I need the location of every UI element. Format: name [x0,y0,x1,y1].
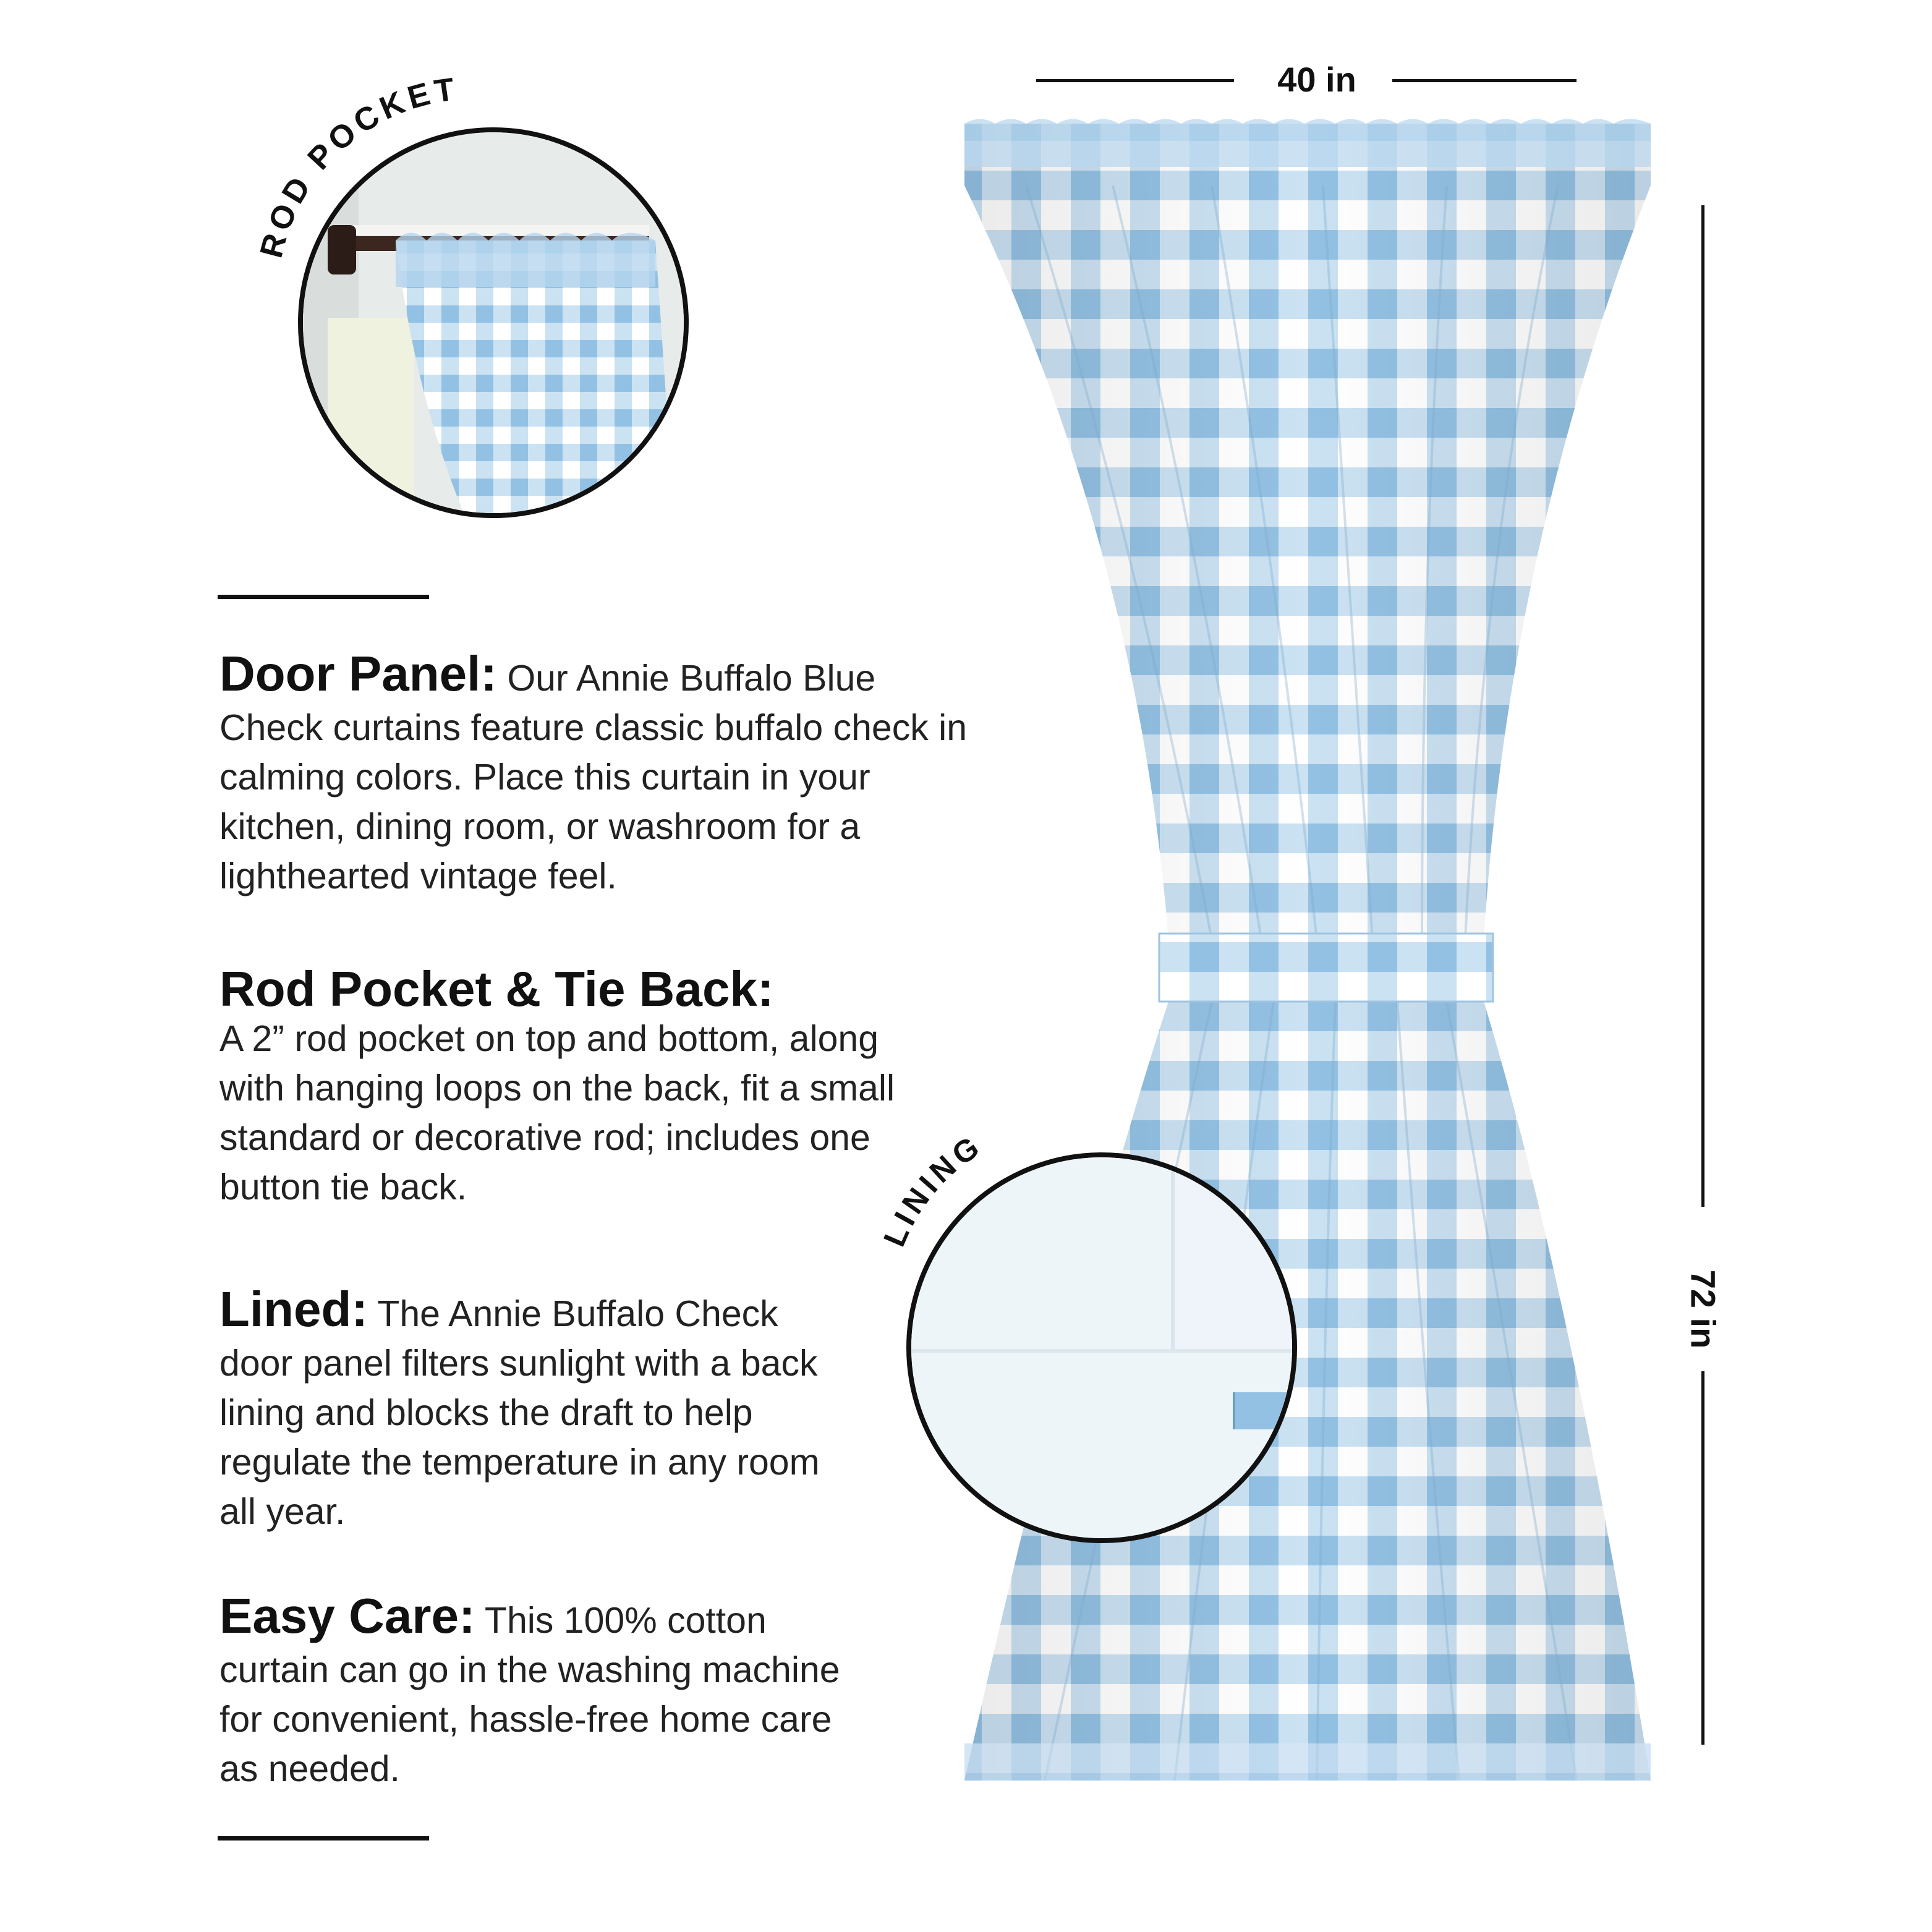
rod-pocket-photo [303,132,684,513]
easy-care-section [219,1588,850,1794]
rod-pocket-label: ROD POCKET [253,70,461,262]
rod-pocket-circle [298,127,689,518]
height-dimension-line-bottom [1701,1371,1704,1745]
width-dimension-label: 40 in [1277,60,1356,99]
lining-label: LINING [877,1127,989,1252]
lined-heading: Lined: [219,1282,368,1337]
door-panel-heading: Door Panel: [219,646,497,701]
width-dimension-line-left [1036,79,1234,82]
width-dimension-line-right [1392,79,1577,82]
lining-circle [906,1152,1297,1543]
height-dimension-line-top [1701,205,1704,1207]
lining-photo [911,1157,1292,1538]
top-divider [218,595,429,599]
bottom-divider [218,1836,429,1841]
curtain-illustration [952,111,1669,1842]
rod-pocket-section [219,961,912,1212]
door-panel-body: Our Annie Buffalo Blue Check curtains feature classic buffalo check in calming colors. Place this curtain in your kitchen, dining room, or washroom for a lighthearted vintage feel. [219,658,968,896]
height-dimension-label: 72 in [1683,1269,1723,1349]
easy-care-heading: Easy Care: [219,1588,475,1643]
rod-pocket-body: A 2” rod pocket on top and bottom, along with hanging loops on the back, fit a small standard or decorative rod; includes one button tie back. [219,1018,895,1207]
lined-body: The Annie Buffalo Check door panel filters sunlight with a back lining and blocks the draft to help regulate the temperature in any room all year. [219,1293,820,1532]
rod-pocket-heading: Rod Pocket & Tie Back: [219,961,774,1016]
lined-section [219,1282,825,1536]
easy-care-body: This 100% cotton curtain can go in the washing machine for convenient, hassle-free home care as needed. [219,1600,840,1789]
door-panel-section [219,646,980,901]
